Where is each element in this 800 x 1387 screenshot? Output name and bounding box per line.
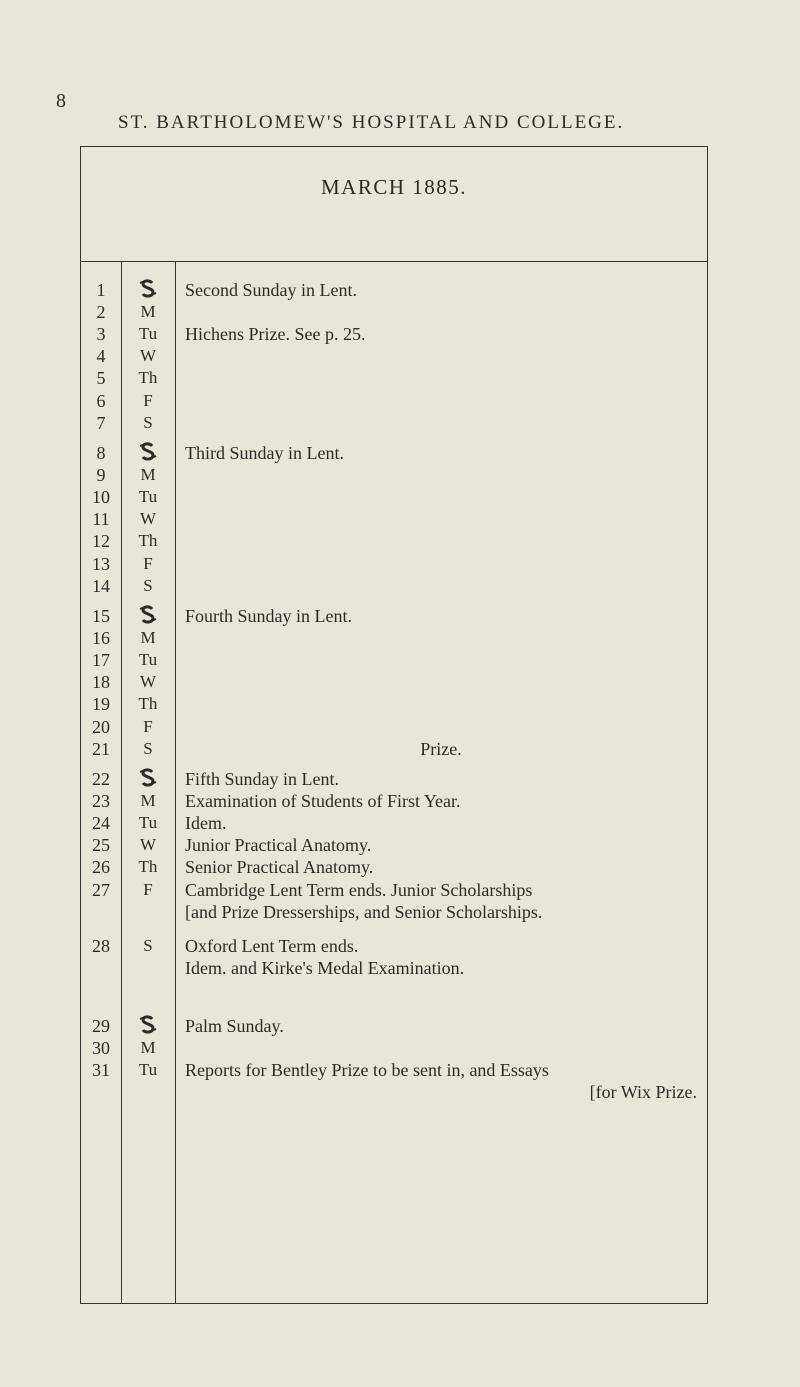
- weekday-label: M: [140, 1038, 156, 1058]
- weekday-label: Tu: [138, 650, 158, 670]
- weekday-label: Tu: [138, 324, 158, 344]
- calendar-row: [81, 1015, 707, 1037]
- day-note: Junior Practical Anatomy.: [185, 835, 372, 856]
- weekday-label: W: [139, 509, 157, 529]
- day-number: 15: [92, 606, 110, 626]
- calendar-row: [81, 367, 707, 389]
- day-number: 1: [96, 280, 106, 300]
- calendar-row: [81, 508, 707, 530]
- weekday-label: Tu: [138, 1060, 158, 1080]
- weekday-label: Th: [138, 531, 158, 551]
- day-note: Palm Sunday.: [185, 1016, 284, 1036]
- calendar-row: [81, 390, 707, 412]
- day-note: Prize.: [420, 738, 462, 759]
- calendar-row: [81, 790, 707, 812]
- day-note: Senior Practical Anatomy.: [185, 857, 374, 878]
- weekday-label: Th: [138, 368, 158, 388]
- weekday-label: M: [140, 465, 156, 485]
- day-number: 17: [92, 650, 110, 671]
- day-number: 21: [92, 738, 110, 759]
- weekday-label: S: [143, 575, 153, 595]
- calendar-row: [81, 553, 707, 575]
- day-number: 26: [92, 857, 110, 878]
- calendar-frame: [80, 146, 708, 1304]
- weekday-label: S: [143, 412, 153, 432]
- calendar-row: [81, 486, 707, 508]
- day-number: 29: [92, 1016, 110, 1036]
- weekday-label: Tu: [138, 813, 158, 833]
- day-number: 4: [96, 346, 106, 367]
- weekday-label: M: [140, 302, 156, 322]
- calendar-row: [81, 768, 707, 790]
- calendar-row: [81, 716, 707, 738]
- calendar-row: [81, 301, 707, 323]
- day-note: Examination of Students of First Year.: [185, 791, 461, 812]
- weekday-label: W: [139, 835, 157, 855]
- day-note: Fourth Sunday in Lent.: [185, 606, 352, 626]
- day-note: Fifth Sunday in Lent.: [185, 769, 339, 789]
- weekday-label: M: [140, 791, 156, 811]
- day-number: 2: [96, 302, 106, 323]
- calendar-row: [81, 856, 707, 878]
- day-note: Hichens Prize. See p. 25.: [185, 324, 366, 345]
- page-number: 8: [56, 90, 66, 112]
- weekday-label: F: [143, 553, 153, 573]
- calendar-row: [81, 693, 707, 715]
- day-number: 9: [96, 465, 106, 486]
- calendar-row: [81, 649, 707, 671]
- day-number: 25: [92, 835, 110, 856]
- day-note-continuation: [for Wix Prize.: [589, 1082, 697, 1103]
- calendar-row: [81, 464, 707, 486]
- calendar-row: [81, 412, 707, 434]
- day-number: 31: [92, 1060, 110, 1081]
- day-number: 6: [96, 390, 106, 411]
- day-number: 3: [96, 324, 106, 345]
- day-number: 22: [92, 769, 110, 789]
- calendar-row: [81, 345, 707, 367]
- day-number: 28: [92, 935, 110, 956]
- day-number: 27: [92, 879, 110, 900]
- weekday-label: Th: [138, 694, 158, 714]
- calendar-row: [81, 879, 707, 901]
- day-note: Second Sunday in Lent.: [185, 280, 357, 300]
- calendar-row: [81, 575, 707, 597]
- weekday-label: S: [143, 738, 153, 758]
- calendar-row: [81, 812, 707, 834]
- day-number: 16: [92, 628, 110, 649]
- weekday-label: W: [139, 672, 157, 692]
- day-number: 20: [92, 716, 110, 737]
- calendar-row: [81, 627, 707, 649]
- day-note: Reports for Bentley Prize to be sent in, and Essays: [185, 1060, 549, 1081]
- weekday-label: F: [143, 716, 153, 736]
- calendar-row: [81, 605, 707, 627]
- day-number: 23: [92, 791, 110, 812]
- running-header: ST. BARTHOLOMEW'S HOSPITAL AND COLLEGE.: [118, 112, 625, 133]
- calendar-row: [81, 671, 707, 693]
- calendar-row: [81, 1059, 707, 1081]
- weekday-label: S: [143, 935, 153, 955]
- day-number: 11: [92, 509, 110, 530]
- day-number: 7: [96, 412, 106, 433]
- day-number: 14: [92, 575, 110, 596]
- calendar-row: [81, 834, 707, 856]
- day-note: Third Sunday in Lent.: [185, 443, 344, 463]
- weekday-label: F: [143, 879, 153, 899]
- day-number: 5: [96, 368, 106, 389]
- calendar-row: [81, 442, 707, 464]
- day-number: 18: [92, 672, 110, 693]
- day-number: 24: [92, 813, 110, 834]
- day-number: 10: [92, 487, 110, 508]
- calendar-row: [81, 279, 707, 301]
- day-note-continuation: [and Prize Dresserships, and Senior Scholarships.: [185, 901, 543, 922]
- day-number: 8: [96, 443, 106, 463]
- day-note-continuation: Idem. and Kirke's Medal Examination.: [185, 957, 465, 978]
- weekday-label: W: [139, 346, 157, 366]
- day-note: Oxford Lent Term ends.: [185, 935, 359, 956]
- calendar-row: [81, 323, 707, 345]
- day-note: Idem.: [185, 813, 227, 834]
- day-number: 12: [92, 531, 110, 552]
- calendar-row: [81, 738, 707, 760]
- day-note: Cambridge Lent Term ends. Junior Scholarships: [185, 879, 533, 900]
- calendar-row: [81, 530, 707, 552]
- weekday-label: Tu: [138, 487, 158, 507]
- month-title: MARCH 1885.: [320, 175, 468, 199]
- day-number: 30: [92, 1038, 110, 1059]
- calendar-row: [81, 935, 707, 957]
- day-number: 13: [92, 553, 110, 574]
- weekday-label: F: [143, 390, 153, 410]
- weekday-label: Th: [138, 857, 158, 877]
- calendar-row: [81, 1037, 707, 1059]
- weekday-label: M: [140, 628, 156, 648]
- day-number: 19: [92, 694, 110, 715]
